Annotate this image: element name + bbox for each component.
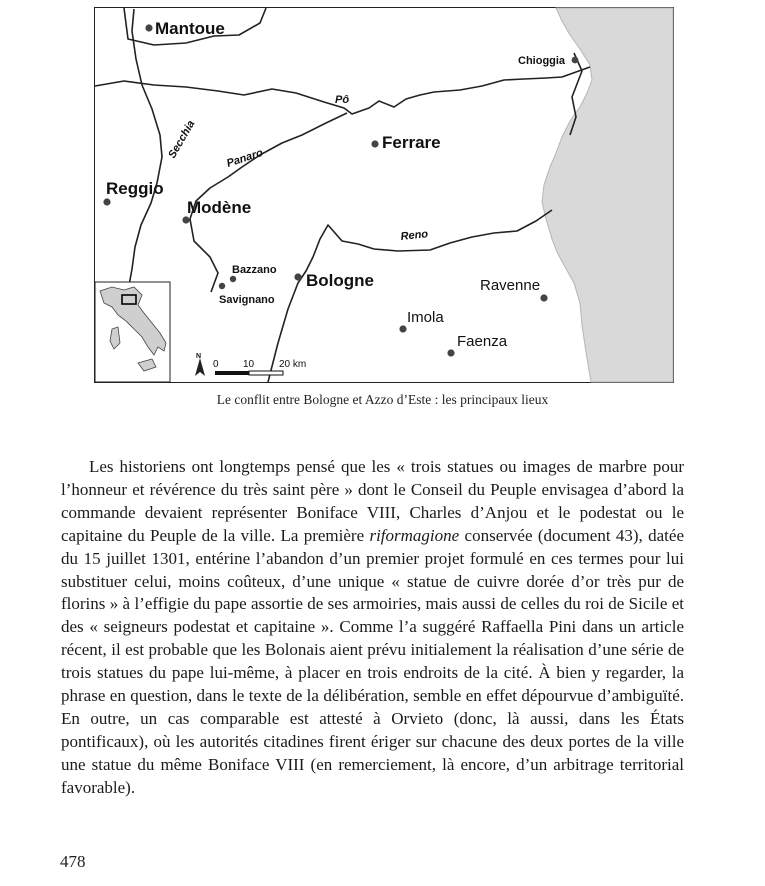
label-mantoue: Mantoue <box>155 19 225 38</box>
label-reggio: Reggio <box>106 179 164 198</box>
label-faenza: Faenza <box>457 333 508 350</box>
map-svg <box>94 7 674 383</box>
scale-0: 0 <box>213 359 219 370</box>
label-chioggia: Chioggia <box>518 55 566 67</box>
label-river-secchia: Secchia <box>166 118 198 161</box>
dot-ravenne <box>540 294 547 301</box>
paragraph-part2: conservée (document 43), datée du 15 juillet 1301, entérine l’abandon d’un premier projet formulé en ces termes pour lui substituer celui, moins coûteux, d’une unique « statue de cuivre dorée d’or très pur de florins » à l’effigie du pape assortie de ses armoiries, mais aussi de celles du roi de Sicile et des « seigneurs podestat et capitaine ». Comme l’a suggéré Raffaella Pini dans un article récent, il est probable que les Bolonais aient prévu initialement la réalisation d’une série de trois statues du pape lui-même, à placer en trois endroits de la cité. À bien y regarder, la phrase en question, dans le texte de la délibération, semble en effet dépourvue d’ambiguïté. En outre, un cas comparable est attesté à Orvieto (donc, là aussi, dans les États pontificaux), où les autorités citadines firent ériger sur chacune des deux portes de la ville une statue du même Boniface VIII (en remerciement, là encore, d’un arbitrage territorial favorable). <box>61 525 684 797</box>
scale-20: 20 km <box>279 359 307 370</box>
label-imola: Imola <box>407 309 444 326</box>
label-river-reno: Reno <box>400 228 429 243</box>
dot-chioggia <box>572 57 579 64</box>
figure-caption: Le conflit entre Bologne et Azzo d’Este : les principaux lieux <box>216 392 549 407</box>
dot-bologne <box>294 273 301 280</box>
label-bologne: Bologne <box>306 271 374 290</box>
map-figure <box>94 7 674 383</box>
label-river-panaro: Panaro <box>225 146 265 170</box>
scale-10: 10 <box>243 359 255 370</box>
dot-mantoue <box>145 24 152 31</box>
dot-savignano <box>219 283 225 289</box>
label-modene: Modène <box>187 198 252 217</box>
dot-bazzano <box>230 276 236 282</box>
label-ferrare: Ferrare <box>382 133 441 152</box>
paragraph-italic-term: riformagione <box>369 525 460 545</box>
paragraph-part1: Les historiens ont longtemps pensé que les « trois statues ou images de marbre pour l’honneur et révérence du très saint père » dont le Conseil du Peuple envisagea d’abord la commande devaient représenter Boniface VIII, Charles d’Anjou et le podestat ou le capitaine du Peuple de la ville. La première <box>61 457 684 545</box>
body-text <box>61 456 684 800</box>
page-number: 478 <box>60 852 86 871</box>
inset-map <box>95 282 170 382</box>
label-bazzano: Bazzano <box>232 264 277 276</box>
paragraph <box>61 456 684 800</box>
dot-reggio <box>103 198 110 205</box>
dot-imola <box>399 325 406 332</box>
label-river-po: Pô <box>335 94 350 106</box>
dot-faenza <box>447 349 454 356</box>
svg-text:N: N <box>196 353 202 360</box>
label-ravenne: Ravenne <box>480 277 541 294</box>
label-savignano: Savignano <box>219 294 275 306</box>
dot-modene <box>182 216 189 223</box>
dot-ferrare <box>371 140 378 147</box>
